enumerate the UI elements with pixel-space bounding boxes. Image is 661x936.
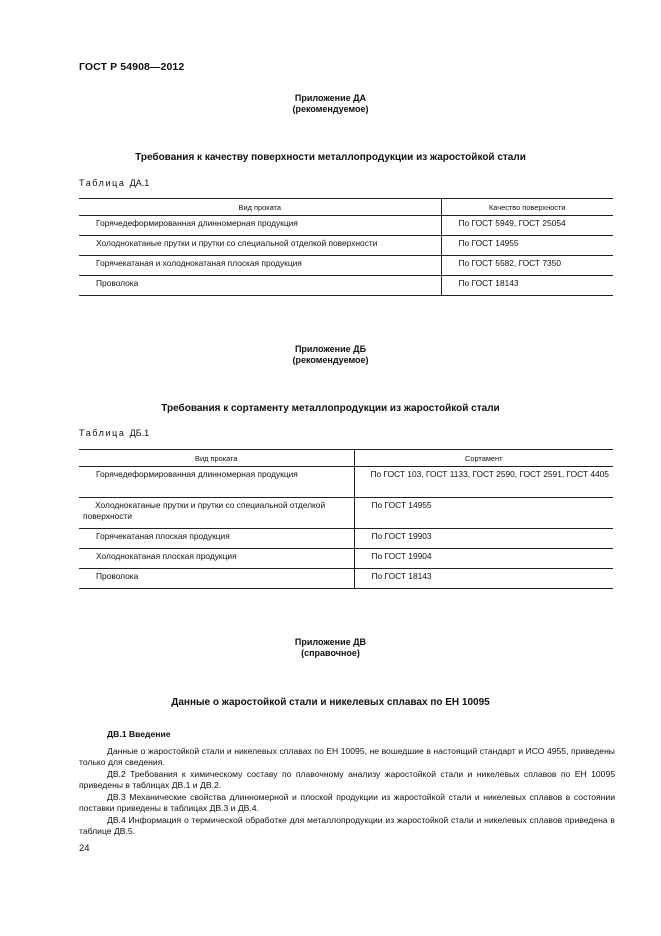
- column-header: Вид проката: [79, 450, 354, 467]
- table-cell: По ГОСТ 103, ГОСТ 1133, ГОСТ 2590, ГОСТ 2591, ГОСТ 4405: [354, 467, 613, 498]
- paragraph: ДВ.2 Требования к химическому составу по плавочному анализу жаростойкой стали и никелевых сплавов по ЕН 10095 приведены в таблицах ДВ.1 и ДВ.2.: [79, 768, 615, 790]
- table-cell: По ГОСТ 14955: [441, 236, 613, 256]
- table-cell: По ГОСТ 14955: [354, 498, 613, 529]
- appendix-db-name: Приложение ДБ: [294, 344, 367, 354]
- table-cell: Горячекатаная и холоднокатаная плоская продукция: [79, 256, 441, 276]
- appendix-da-name: Приложение ДА: [294, 93, 367, 103]
- column-header: Сортамент: [354, 450, 613, 467]
- table-cell: Холоднокатаные прутки и прутки со специальной отделкой поверхности: [79, 498, 354, 529]
- table-row: [79, 569, 613, 589]
- table-row: [79, 276, 613, 296]
- appendix-db-status: (рекомендуемое): [292, 355, 369, 365]
- table-cell: Холоднокатаная плоская продукция: [79, 549, 354, 569]
- table-da1-caption: [79, 178, 149, 188]
- table-cell: Холоднокатаные прутки и прутки со специальной отделкой поверхности: [79, 236, 441, 256]
- table-row: [79, 216, 613, 236]
- appendix-dv-body: [79, 729, 615, 838]
- appendix-dv-status: (справочное): [301, 648, 360, 658]
- table-da1: [79, 198, 613, 296]
- appendix-db-title: [0, 344, 661, 366]
- table-cell: По ГОСТ 18143: [354, 569, 613, 589]
- table-header-row: [79, 450, 613, 467]
- table-db1-caption: [79, 428, 149, 438]
- column-header: Вид проката: [79, 199, 441, 216]
- table-cell: Проволока: [79, 569, 354, 589]
- table-caption-number: ДА.1: [129, 178, 150, 188]
- table-cell: По ГОСТ 19904: [354, 549, 613, 569]
- table-header-row: [79, 199, 613, 216]
- table-cell: Горячекатаная плоская продукция: [79, 529, 354, 549]
- table-row: [79, 529, 613, 549]
- column-header: Качество поверхности: [441, 199, 613, 216]
- appendix-da-status: (рекомендуемое): [292, 104, 369, 114]
- appendix-dv-heading: Данные о жаростойкой стали и никелевых сплавах по ЕН 10095: [171, 697, 490, 708]
- table-cell: По ГОСТ 19903: [354, 529, 613, 549]
- table-caption-number: ДБ.1: [129, 428, 150, 438]
- paragraph: ДВ.3 Механические свойства длинномерной и плоской продукции из жаростойкой стали и никелевых сплавов в состоянии поставки приведены в таблицах ДВ.3 и ДВ.4.: [79, 791, 615, 813]
- appendix-dv-title: [0, 637, 661, 659]
- appendix-db-heading: Требования к сортаменту металлопродукции из жаростойкой стали: [161, 403, 500, 414]
- paragraph: Данные о жаростойкой стали и никелевых сплавах по ЕН 10095, не вошедшие в настоящий стандарт и ИСО 4955, приведены только для сведения.: [79, 745, 615, 767]
- table-caption-label: Таблица: [79, 178, 126, 188]
- table-cell: Проволока: [79, 276, 441, 296]
- document-header: ГОСТ Р 54908—2012: [79, 61, 185, 73]
- table-cell: Горячедеформированная длинномерная продукция: [79, 216, 441, 236]
- appendix-da-heading: Требования к качеству поверхности металлопродукции из жаростойкой стали: [135, 152, 526, 163]
- section-subheading: ДВ.1 Введение: [107, 729, 171, 739]
- table-db1: [79, 449, 613, 589]
- page-number: 24: [79, 843, 90, 854]
- table-row: [79, 498, 613, 529]
- paragraph: ДВ.4 Информация о термической обработке для металлопродукции из жаростойкой стали и никелевых сплавов приведена в таблице ДВ.5.: [79, 814, 615, 836]
- table-row: [79, 256, 613, 276]
- appendix-da-title: [0, 93, 661, 115]
- appendix-dv-name: Приложение ДВ: [294, 637, 367, 647]
- table-row: [79, 467, 613, 498]
- table-row: [79, 236, 613, 256]
- table-caption-label: Таблица: [79, 428, 126, 438]
- table-cell: По ГОСТ 5582, ГОСТ 7350: [441, 256, 613, 276]
- table-cell: Горячедеформированная длинномерная продукция: [79, 467, 354, 498]
- table-cell: По ГОСТ 18143: [441, 276, 613, 296]
- table-cell: По ГОСТ 5949, ГОСТ 25054: [441, 216, 613, 236]
- table-row: [79, 549, 613, 569]
